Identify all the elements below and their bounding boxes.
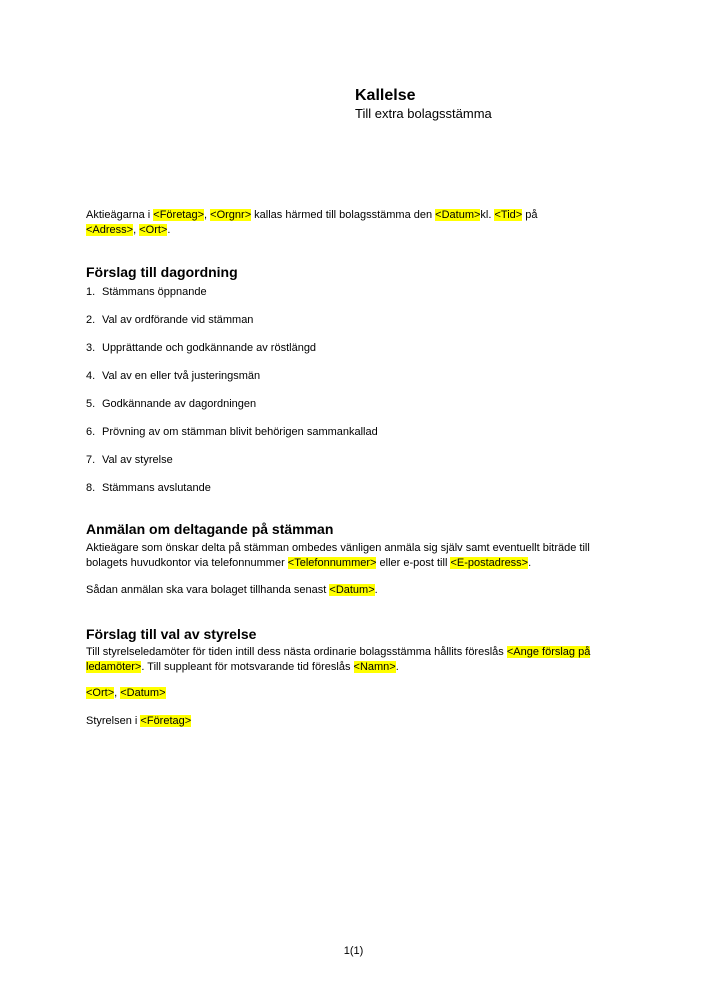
signature-text: Styrelsen i	[86, 715, 141, 727]
board-text: . Till suppleant för motsvarande tid föreslås	[141, 661, 354, 673]
field-email[interactable]: <E-postadress>	[450, 557, 529, 569]
intro-text: kallas härmed till bolagsstämma den	[251, 209, 436, 221]
agenda-item-text: Stämmans öppnande	[102, 286, 207, 298]
agenda-item-number: 6.	[86, 426, 96, 438]
intro-text: på	[522, 209, 538, 221]
agenda-item-number: 3.	[86, 342, 96, 354]
agenda-item-number: 8.	[86, 482, 96, 494]
agenda-list	[86, 285, 378, 509]
deadline-paragraph	[86, 583, 626, 598]
registration-heading: Anmälan om deltagande på stämman	[86, 521, 334, 537]
field-deputy-name[interactable]: <Namn>	[353, 661, 396, 673]
intro-text: .	[167, 224, 171, 236]
field-phone[interactable]: <Telefonnummer>	[287, 557, 377, 569]
intro-paragraph	[86, 208, 626, 238]
agenda-item	[86, 341, 378, 369]
field-board-members[interactable]: <Ange förslag på ledamöter>	[86, 646, 591, 673]
agenda-item-number: 5.	[86, 398, 96, 410]
agenda-item-text: Val av en eller två justeringsmän	[102, 370, 261, 382]
registration-paragraph	[86, 541, 626, 571]
document-title: Kallelse	[355, 87, 416, 104]
field-date[interactable]: <Datum>	[435, 209, 481, 221]
agenda-item-text: Stämmans avslutande	[102, 482, 211, 494]
agenda-item	[86, 397, 378, 425]
intro-text: ,	[204, 209, 211, 221]
agenda-item	[86, 425, 378, 453]
deadline-text: Sådan anmälan ska vara bolaget tillhanda senast	[86, 584, 330, 596]
registration-text: eller e-post till	[376, 557, 451, 569]
intro-text: Aktieägarna i	[86, 209, 154, 221]
board-text: Till styrelseledamöter för tiden intill dess nästa ordinarie bolagsstämma hållits föreslås	[86, 646, 507, 658]
agenda-item	[86, 453, 378, 481]
board-text: .	[395, 661, 399, 673]
agenda-heading: Förslag till dagordning	[86, 264, 238, 280]
field-closing-city[interactable]: <Ort>	[86, 687, 115, 699]
agenda-item-text: Val av ordförande vid stämman	[102, 314, 254, 326]
agenda-item-number: 7.	[86, 454, 96, 466]
registration-text: .	[528, 557, 532, 569]
place-date-line	[86, 686, 626, 701]
agenda-item-text: Val av styrelse	[102, 454, 173, 466]
agenda-item-text: Godkännande av dagordningen	[102, 398, 257, 410]
agenda-item	[86, 369, 378, 397]
board-heading: Förslag till val av styrelse	[86, 626, 257, 642]
field-time[interactable]: <Tid>	[494, 209, 523, 221]
agenda-item-text: Prövning av om stämman blivit behörigen sammankallad	[102, 426, 378, 438]
agenda-item-text: Upprättande och godkännande av röstlängd	[102, 342, 317, 354]
field-address[interactable]: <Adress>	[86, 224, 134, 236]
document-subtitle: Till extra bolagsstämma	[355, 106, 492, 121]
agenda-item-number: 2.	[86, 314, 96, 326]
field-signature-company[interactable]: <Företag>	[140, 715, 192, 727]
agenda-item	[86, 313, 378, 341]
agenda-item	[86, 481, 378, 509]
intro-text: ,	[133, 224, 140, 236]
signature-line	[86, 714, 626, 729]
field-orgnr[interactable]: <Orgnr>	[210, 209, 252, 221]
field-closing-date[interactable]: <Datum>	[120, 687, 166, 699]
agenda-item	[86, 285, 378, 313]
board-paragraph	[86, 645, 626, 675]
intro-text: kl.	[480, 209, 495, 221]
deadline-text: .	[374, 584, 378, 596]
title-block	[355, 86, 492, 122]
page-number: 1(1)	[343, 945, 364, 957]
field-company[interactable]: <Företag>	[153, 209, 205, 221]
field-city[interactable]: <Ort>	[139, 224, 168, 236]
field-deadline-date[interactable]: <Datum>	[329, 584, 375, 596]
registration-text: Aktieägare som önskar delta på stämman ombedes vänligen anmäla sig själv samt eventuellt biträde till bolagets huvudkontor via telefonnummer	[86, 542, 590, 569]
agenda-item-number: 1.	[86, 286, 96, 298]
agenda-item-number: 4.	[86, 370, 96, 382]
closing-separator: ,	[114, 687, 121, 699]
